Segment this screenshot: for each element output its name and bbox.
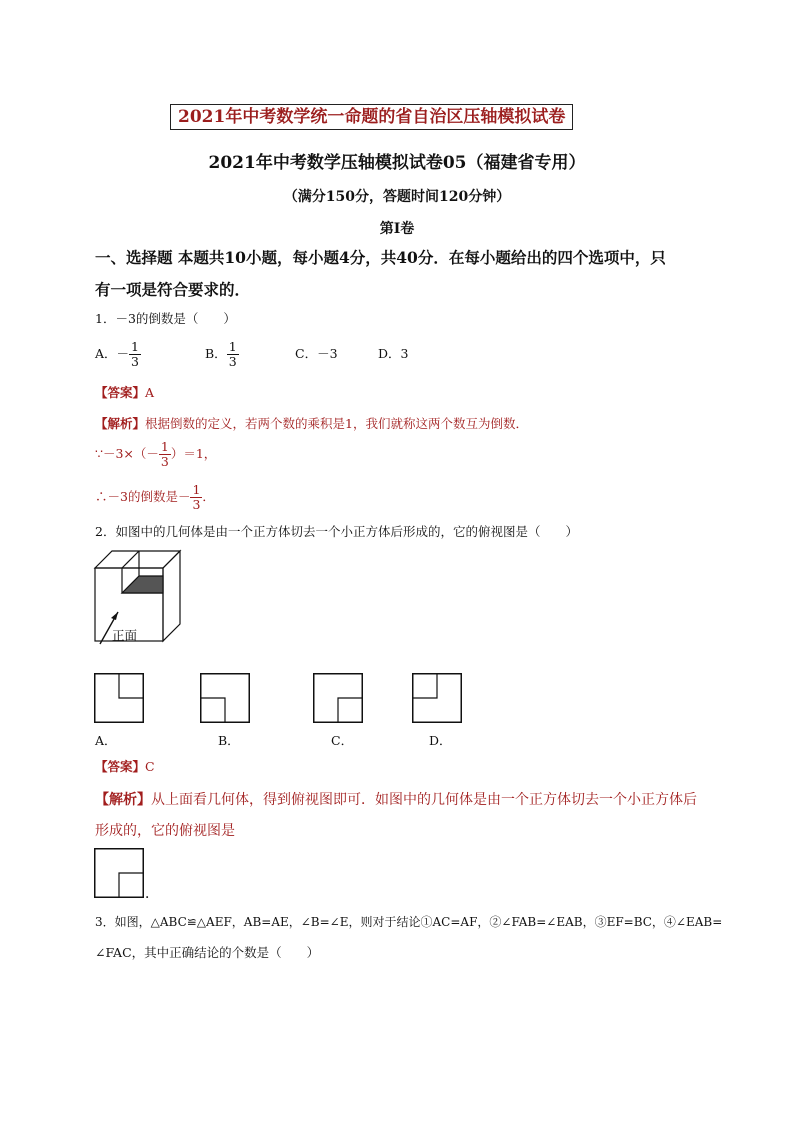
analysis-text: 从上面看几何体，得到俯视图即可．如图中的几何体是由一个正方体切去一个小正方体后 bbox=[151, 792, 697, 808]
analysis-tag: 【解析】 bbox=[95, 416, 146, 431]
step2-fraction bbox=[190, 483, 202, 512]
answer-tag: 【答案】 bbox=[95, 759, 146, 774]
q1-answer bbox=[95, 385, 154, 401]
denominator: 3 bbox=[160, 454, 169, 469]
q1-option-a bbox=[95, 340, 141, 369]
q2-option-c-label: C． bbox=[331, 733, 354, 748]
denominator: 3 bbox=[228, 354, 237, 369]
answer-value: A bbox=[145, 385, 155, 400]
step1-post: ）＝1， bbox=[170, 446, 217, 461]
step1-pre: ∵－3×（－ bbox=[95, 446, 159, 461]
q3-stem-line1: 3．如图，△ABC≌△AEF，AB=AE，∠B=∠E，则对于结论①AC=AF，②∠FAB=∠EAB，③EF=BC，④∠EAB= bbox=[95, 915, 723, 929]
q1-option-b bbox=[205, 340, 239, 369]
step2-pre: ∴－3的倒数是－ bbox=[95, 489, 191, 504]
q2-end-mark: ． bbox=[145, 886, 159, 902]
paper-subtitle: （满分150分，答题时间120分钟） bbox=[283, 189, 511, 205]
q2-option-d-label: D． bbox=[429, 733, 452, 748]
denominator: 3 bbox=[192, 497, 201, 512]
q1-step2 bbox=[95, 483, 215, 512]
q1-option-d: D．3 bbox=[378, 346, 409, 361]
q1-stem: 1．－3的倒数是（ ） bbox=[95, 311, 236, 326]
series-banner: 2021年中考数学统一命题的省自治区压轴模拟试卷 bbox=[170, 104, 573, 130]
answer-tag: 【答案】 bbox=[95, 385, 146, 400]
numerator: 1 bbox=[131, 339, 139, 354]
denominator: 3 bbox=[131, 354, 139, 369]
q2-analysis-line1 bbox=[95, 789, 697, 809]
numerator: 1 bbox=[160, 439, 169, 454]
q1-analysis bbox=[95, 416, 528, 432]
analysis-tag: 【解析】 bbox=[95, 792, 151, 808]
option-b-view-icon bbox=[200, 673, 250, 723]
q2-stem: 2．如图中的几何体是由一个正方体切去一个小正方体后形成的，它的俯视图是（ ） bbox=[95, 524, 578, 539]
q1-option-a-label: A．－ bbox=[95, 346, 130, 361]
answer-view-icon bbox=[94, 848, 144, 898]
q2-option-b-label: B． bbox=[218, 733, 240, 748]
option-a-view-icon bbox=[94, 673, 144, 723]
q3-stem-line2: ∠FAC，其中正确结论的个数是（ ） bbox=[95, 945, 320, 960]
step2-post: ． bbox=[202, 489, 215, 504]
numerator: 1 bbox=[228, 339, 237, 354]
volume-label: 第Ⅰ卷 bbox=[379, 221, 415, 237]
option-c-view-icon bbox=[313, 673, 363, 723]
option-d-view-icon bbox=[412, 673, 462, 723]
q1-option-a-fraction bbox=[129, 340, 141, 369]
answer-value: C bbox=[145, 759, 155, 774]
analysis-text: 根据倒数的定义，若两个数的乘积是1，我们就称这两个数互为倒数． bbox=[145, 416, 528, 431]
step1-fraction bbox=[159, 440, 171, 469]
q1-option-b-label: B． bbox=[205, 346, 227, 361]
front-label: 正面 bbox=[112, 628, 138, 643]
paper-title: 2021年中考数学压轴模拟试卷05（福建省专用） bbox=[208, 153, 586, 173]
q1-option-c: C．－3 bbox=[295, 346, 338, 361]
cube-figure bbox=[92, 548, 192, 650]
numerator: 1 bbox=[192, 482, 201, 497]
q2-analysis-line2: 形成的，它的俯视图是 bbox=[95, 823, 235, 839]
section-heading-line1: 一、选择题 本题共10小题，每小题4分，共40分．在每小题给出的四个选项中，只 bbox=[95, 248, 666, 267]
q1-option-b-fraction bbox=[227, 340, 239, 369]
section-heading-line2: 有一项是符合要求的． bbox=[95, 280, 251, 299]
q1-step1 bbox=[95, 440, 216, 469]
q2-answer bbox=[95, 759, 155, 775]
q2-option-a-label: A． bbox=[95, 733, 117, 748]
